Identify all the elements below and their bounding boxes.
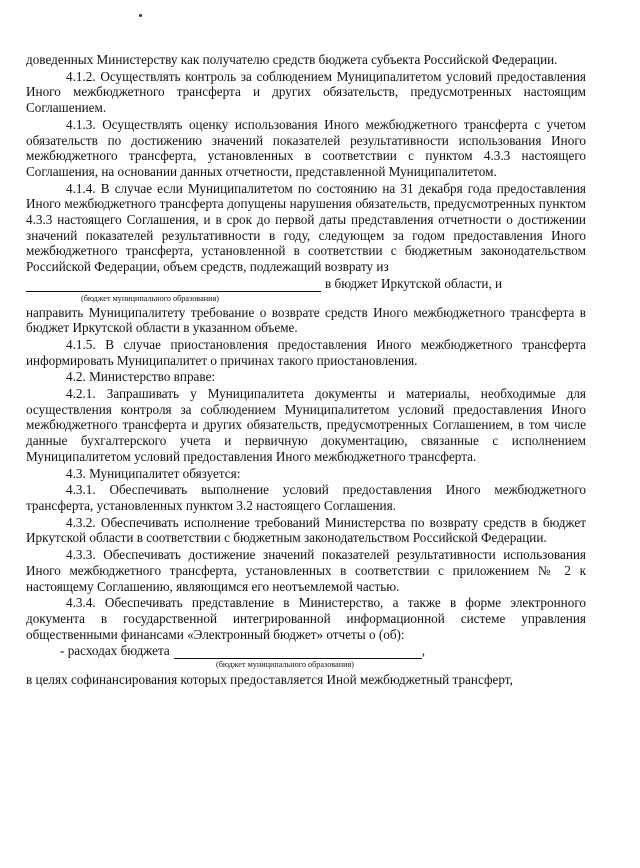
paragraph-4-1-4-tail: в бюджет Иркутской области, и <box>325 275 503 291</box>
paragraph-intro: доведенных Министерству как получателю средств бюджета субъекта Российской Федерации. <box>26 52 558 67</box>
document-page <box>26 52 586 689</box>
paragraph-4-2-1: 4.2.1. Запрашивать у Муниципалитета документы и материалы, необходимые для осуществления контроля за соблюдением Муниципалитетом условий предоставления Иного межбюджетного трансферта и других обязательств, предусмотренных Соглашением, в том числе данные бухгалтерского учета и первичную документацию, связанные с исполнением Муниципалитетом условий предоставления Иного межбюджетного трансферта. <box>26 386 586 464</box>
paragraph-4-3: 4.3. Муниципалитет обязуется: <box>66 465 241 481</box>
blank-field-1 <box>26 279 321 292</box>
paragraph-4-1-3: 4.1.3. Осуществлять оценку использования Иного межбюджетного трансферта с учетом обязательств по достижению значений показателей результативности использования Иного межбюджетного трансферта, установленных в соответствии с пунктом 4.3.3 настоящего Соглашения, на основании данных отчетности, представленной Муниципалитетом. <box>26 116 586 179</box>
paragraph-4-2: 4.2. Министерство вправе: <box>66 369 216 385</box>
blank-field-2 <box>174 646 422 659</box>
paragraph-4-1-2: 4.1.2. Осуществлять контроль за соблюдением Муниципалитетом условий предоставления Иного межбюджетного трансферта и других обязательств, предусмотренных настоящим Соглашением. <box>26 68 586 116</box>
paragraph-4-3-4: 4.3.4. Обеспечивать представление в Министерство, а также в форме электронного документа в государственной интегрированной информационной системе управления общественными финансами «Электронный бюджет» отчеты о (об): <box>26 595 586 642</box>
scan-speck <box>139 14 142 17</box>
paragraph-4-1-4: 4.1.4. В случае если Муниципалитетом по состоянию на 31 декабря года предоставления Иного межбюджетного трансферта допущены нарушения обязательств, предусмотренных пунктом 4.3.3 настоящего Соглашения, и в срок до первой даты представления отчетности о достижении значений показателей результативности в году, следующем за годом предоставления Иного межбюджетного трансферта, установленной в соответствии с бюджетным законодательством Российской Федерации, объем средств, подлежащий возврату из <box>26 180 586 275</box>
paragraph-4-3-2: 4.3.2. Обеспечивать исполнение требований Министерства по возврату средств в бюджет Иркутской области в соответствии с бюджетным законодательством Российской Федерации. <box>26 514 586 546</box>
paragraph-4-3-1: 4.3.1. Обеспечивать выполнение условий предоставления Иного межбюджетного трансферта, установленных пунктом 3.2 настоящего Соглашения. <box>26 482 586 513</box>
blank-line-budget-2 <box>26 643 586 659</box>
blank-line-budget-1 <box>26 276 586 292</box>
dash-item: - расходах бюджета <box>60 643 170 659</box>
paragraph-last: в целях софинансирования которых предоставляется Иной межбюджетный трансферт, <box>26 672 513 688</box>
caption-budget-2: (бюджет муниципального образования) <box>216 660 354 670</box>
paragraph-4-1-5: 4.1.5. В случае приостановления предоставления Иного межбюджетного трансферта информировать Муниципалитет о причинах такого приостановления. <box>26 336 586 368</box>
dash-item-tail: , <box>421 643 426 659</box>
paragraph-4-1-4-cont: направить Муниципалитету требование о возврате средств Иного межбюджетного трансферта в бюджет Иркутской области в указанном объеме. <box>26 304 586 336</box>
paragraph-4-3-3: 4.3.3. Обеспечивать достижение значений показателей результативности использования Иного межбюджетного трансферта, установленных в соответствии с приложением № 2 к настоящему Соглашению, являющимся его неотъемлемой частью. <box>26 547 586 594</box>
caption-budget-1: (бюджет муниципального образования) <box>81 293 219 303</box>
